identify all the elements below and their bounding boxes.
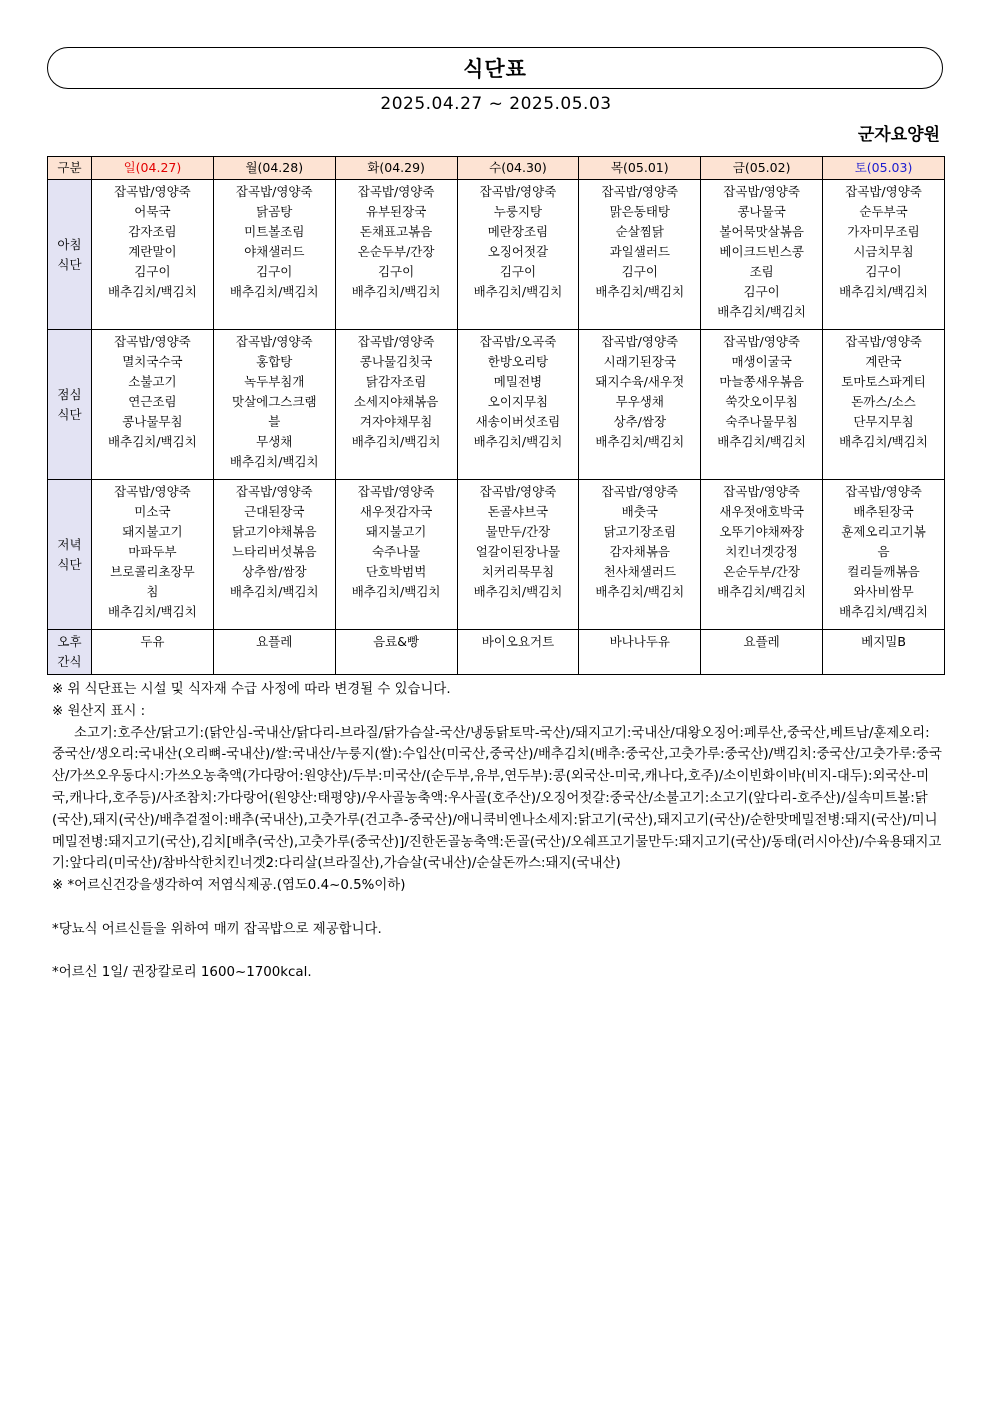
menu-item: 치커리묵무침 (481, 564, 555, 579)
menu-item: 온순두부/간장 (357, 244, 435, 259)
menu-item: 연근조림 (128, 394, 177, 409)
menu-item: 메란장조림 (487, 224, 549, 239)
menu-cell (457, 180, 579, 330)
menu-cell (701, 480, 823, 630)
menu-item: 감자조림 (128, 224, 177, 239)
menu-item: 배추김치/백김치 (229, 584, 319, 599)
menu-item: 새우젓감자국 (359, 504, 433, 519)
menu-item: 김구이 (134, 264, 171, 279)
menu-item: 배추김치/백김치 (473, 284, 563, 299)
menu-item: 얼갈이된장나물 (475, 544, 561, 559)
menu-item: 무생채 (256, 434, 293, 449)
date-range: 2025.04.27 ~ 2025.05.03 (380, 94, 612, 114)
menu-item: 새우젓애호박국 (719, 504, 804, 519)
menu-item: 유부된장국 (365, 204, 427, 219)
day-header: 금(05.02) (701, 157, 823, 180)
origin-details: 소고기:호주산/닭고기:(닭안심-국내산/닭다리-브라질/닭가슴살-국산/냉동닭토막-국산)/돼지고기:국내산/대왕오징어:페루산,중국산,베트남/훈제오리:중국산/생오리:국내산(오리뼈-국내산)/쌀:국내산/누룽지(쌀):수입산(미국산,중국산)/배추김치(배추:중국산,고춧가루:중국산)/백김치:중국산/고춧가루:중국산/가쓰오우동다시:가쓰오농축액(가다랑어:원양산)/두부:미국산/(순두부,유부,연두부):콩(외국산-미국,캐나다,호주)/소이빈화이바(비지-대두):외국산-미국,캐나다,호주등)/사조참치:가다랑어(원양산:태평양)/우사골농축액:우사골(호주산)/오징어젓갈:중국산/소불고기:소고기(앞다리-호주산)/실속미트볼:닭(국산),돼지(국산)/배추겉절이:배추(국내산),고춧가루(건고추-중국산)/애니쿡비엔나소세지:닭고기(국산),돼지고기(국산)/순한맛메밀전병:돼지(국산)/미니메밀전병:돼지고기(국산),김치[배추(국산),고춧가루(중국산)]/진한돈골농축액:돈골(국산)/오쉐프고기물만두:돼지고기(국산)/동태(러시아산)/수육용돼지고기:앞다리(미국산)/참바삭한치킨너겟2:다리살(브라질산),가슴살(국내산)/순살돈까스:돼지(국내산) (52, 725, 942, 872)
menu-item: 메밀전병 (493, 374, 543, 389)
menu-item: 잡곡밥/영양죽 (845, 184, 922, 199)
menu-item: 배추된장국 (853, 504, 914, 519)
menu-item: 배추김치/백김치 (108, 284, 197, 299)
menu-item: 배추김치/백김치 (595, 584, 685, 599)
breakfast-row (48, 180, 945, 330)
page-title: 식단표 (463, 57, 527, 81)
menu-item: 베이크드빈스콩 (719, 244, 804, 259)
meal-label (48, 330, 92, 480)
menu-cell (335, 630, 457, 675)
table-header-row (48, 157, 945, 180)
meal-label (48, 630, 92, 675)
menu-item: 잡곡밥/영양죽 (845, 334, 922, 349)
meal-label-line: 식단 (57, 406, 82, 422)
menu-item: 토마토스파게티 (841, 374, 926, 389)
menu-item: 배추김치/백김치 (351, 584, 441, 599)
menu-item: 배추김치/백김치 (108, 604, 197, 619)
menu-item: 잡곡밥/영양죽 (114, 334, 191, 349)
snack-row (48, 630, 945, 675)
day-header: 일(04.27) (92, 157, 214, 180)
menu-item: 콩나물국 (737, 204, 786, 219)
meal-label-line: 간식 (57, 654, 82, 669)
menu-item: 단무지무침 (853, 414, 914, 429)
menu-item: 상추쌈/쌈장 (241, 564, 307, 579)
menu-item: 콩나물무침 (122, 414, 183, 429)
notice-diabetic: *당뇨식 어르신들을 위하여 매끼 잡곡밥으로 제공합니다. (52, 921, 382, 937)
menu-title (47, 47, 943, 89)
meal-label-line: 식단 (57, 556, 82, 572)
menu-item: 시래기된장국 (603, 354, 677, 369)
menu-cell (457, 330, 579, 480)
menu-cell (92, 480, 214, 630)
menu-table (47, 156, 945, 675)
menu-item: 요플레 (743, 634, 780, 649)
menu-item: 배춧국 (621, 504, 658, 519)
day-header: 토(05.03) (823, 157, 945, 180)
menu-item: 닭감자조림 (365, 374, 427, 389)
menu-item: 물만두/간장 (485, 524, 551, 539)
menu-item: 김구이 (377, 264, 415, 279)
menu-item: 두유 (140, 634, 165, 649)
menu-item: 맑은동태탕 (609, 204, 670, 219)
menu-item: 브로콜리초장무 (110, 564, 195, 579)
menu-item: 멸치국수국 (122, 354, 183, 369)
menu-cell (823, 630, 945, 675)
meal-label-line: 식단 (57, 256, 82, 272)
menu-item: 느타리버섯볶음 (232, 544, 317, 559)
meal-label-line: 아침 (57, 236, 82, 252)
menu-item: 돼지수육/새우젓 (595, 374, 685, 389)
meal-label-line: 오후 (57, 634, 82, 649)
menu-cell (213, 330, 335, 480)
menu-item: 요플레 (256, 634, 293, 649)
menu-cell (213, 630, 335, 675)
menu-cell (579, 630, 701, 675)
menu-item: 숙주나물무침 (725, 414, 798, 429)
menu-cell (92, 630, 214, 675)
menu-item: 잡곡밥/영양죽 (114, 184, 191, 199)
menu-item: 감자채볶음 (609, 544, 670, 559)
menu-item: 상추/쌈장 (613, 414, 667, 429)
menu-item: 맛살에그스크램 (232, 394, 317, 409)
menu-item: 가자미무조림 (847, 224, 920, 239)
menu-cell (335, 330, 457, 480)
menu-cell (335, 180, 457, 330)
menu-item: 잡곡밥/영양죽 (357, 184, 435, 199)
menu-item: 잡곡밥/오곡죽 (479, 334, 557, 349)
menu-item: 배추김치/백김치 (351, 284, 441, 299)
menu-item: 오이지무침 (487, 394, 549, 409)
menu-item: 돈까스/소스 (851, 394, 916, 409)
menu-item: 잡곡밥/영양죽 (479, 184, 557, 199)
menu-item: 잡곡밥/영양죽 (601, 184, 679, 199)
menu-cell (579, 330, 701, 480)
notice-origin-heading: ※ 원산지 표시 : (52, 703, 146, 719)
menu-item: 바이오요거트 (481, 634, 555, 649)
menu-cell (701, 630, 823, 675)
menu-cell (823, 330, 945, 480)
day-header: 화(04.29) (335, 157, 457, 180)
menu-item: 배추김치/백김치 (473, 434, 563, 449)
menu-cell (213, 480, 335, 630)
menu-item: 홍합탕 (256, 354, 293, 369)
menu-item: 녹두부침개 (244, 374, 305, 389)
menu-item: 온순두부/간장 (723, 564, 800, 579)
menu-item: 미트볼조림 (244, 224, 305, 239)
menu-item: 김구이 (499, 264, 537, 279)
menu-item: 잡곡밥/영양죽 (723, 184, 800, 199)
menu-item: 김구이 (865, 264, 902, 279)
menu-item: 매생이굴국 (731, 354, 792, 369)
menu-item: 돼지불고기 (365, 524, 427, 539)
menu-item: 닭고기야채볶음 (232, 524, 317, 539)
menu-item: 근대된장국 (244, 504, 305, 519)
menu-item: 새송이버섯조림 (475, 414, 561, 429)
menu-item: 야채샐러드 (244, 244, 305, 259)
menu-cell (579, 480, 701, 630)
menu-item: 잡곡밥/영양죽 (235, 184, 313, 199)
menu-item: 배추김치/백김치 (229, 284, 319, 299)
menu-cell (823, 480, 945, 630)
menu-item: 오뚜기야채짜장 (719, 524, 804, 539)
menu-item: 닭곰탕 (256, 204, 293, 219)
lunch-row (48, 330, 945, 480)
menu-item: 잡곡밥/영양죽 (114, 484, 191, 499)
menu-item: 닭고기장조림 (603, 524, 677, 539)
menu-cell (701, 180, 823, 330)
day-header: 수(04.30) (457, 157, 579, 180)
menu-item: 음 (877, 544, 890, 559)
menu-cell (579, 180, 701, 330)
menu-cell (823, 180, 945, 330)
menu-item: 계란말이 (128, 244, 177, 259)
menu-item: 배추김치/백김치 (473, 584, 563, 599)
menu-item: 블 (268, 414, 281, 429)
menu-item: 한방오리탕 (487, 354, 549, 369)
menu-item: 베지밀B (861, 634, 906, 649)
menu-item: 겨자야채무침 (359, 414, 433, 429)
menu-item: 김구이 (256, 264, 293, 279)
menu-item: 잡곡밥/영양죽 (479, 484, 557, 499)
menu-item: 잡곡밥/영양죽 (601, 334, 679, 349)
menu-item: 쑥갓오이무침 (725, 394, 798, 409)
menu-item: 배추김치/백김치 (839, 604, 928, 619)
menu-item: 어묵국 (134, 204, 171, 219)
menu-cell (92, 180, 214, 330)
menu-item: 잡곡밥/영양죽 (723, 484, 800, 499)
menu-item: 잡곡밥/영양죽 (235, 334, 313, 349)
menu-item: 와사비쌈무 (853, 584, 914, 599)
menu-item: 배추김치/백김치 (595, 434, 685, 449)
menu-item: 배추김치/백김치 (839, 284, 928, 299)
menu-item: 치킨너겟강정 (725, 544, 798, 559)
menu-item: 잡곡밥/영양죽 (357, 334, 435, 349)
meal-label-line: 저녁 (57, 536, 82, 552)
menu-item: 소세지야채볶음 (353, 394, 439, 409)
menu-item: 콩나물김칫국 (359, 354, 433, 369)
menu-item: 조림 (749, 264, 774, 279)
menu-item: 돈골샤브국 (487, 504, 549, 519)
menu-item: 돼지불고기 (122, 524, 183, 539)
menu-item: 김구이 (743, 284, 780, 299)
facility-name: 군자요양원 (857, 125, 940, 145)
notice-change: ※ 위 식단표는 시설 및 식자재 수급 사정에 따라 변경될 수 있습니다. (52, 682, 451, 697)
menu-item: 숙주나물 (371, 544, 421, 559)
meal-label (48, 480, 92, 630)
menu-item: 마파두부 (128, 544, 177, 559)
menu-item: 배추김치/백김치 (108, 434, 197, 449)
menu-item: 천사채샐러드 (603, 564, 677, 579)
menu-cell (701, 330, 823, 480)
menu-item: 소불고기 (128, 374, 177, 389)
menu-item: 잡곡밥/영양죽 (845, 484, 922, 499)
menu-item: 배추김치/백김치 (351, 434, 441, 449)
menu-item: 잡곡밥/영양죽 (357, 484, 435, 499)
menu-item: 단호박범벅 (365, 564, 427, 579)
notice-low-salt: ※ *어르신건강을생각하여 저염식제공.(염도0.4~0.5%이하) (52, 878, 406, 894)
menu-cell (92, 330, 214, 480)
menu-item: 컬리들깨볶음 (847, 564, 920, 579)
menu-item: 훈제오리고기볶 (841, 524, 926, 539)
notes (52, 679, 942, 984)
menu-item: 배추김치/백김치 (717, 434, 807, 449)
menu-item: 침 (146, 584, 159, 599)
menu-item: 순두부국 (859, 204, 908, 219)
menu-item: 마늘쫑새우볶음 (719, 374, 804, 389)
menu-item: 무우생채 (615, 394, 664, 409)
menu-item: 돈채표고볶음 (359, 224, 433, 239)
meal-label (48, 180, 92, 330)
menu-cell (213, 180, 335, 330)
day-header: 목(05.01) (579, 157, 701, 180)
menu-item: 잡곡밥/영양죽 (601, 484, 679, 499)
menu-item: 시금치무침 (853, 244, 914, 259)
menu-item: 음료&빵 (373, 634, 420, 649)
menu-item: 순살찜닭 (615, 224, 664, 239)
menu-item: 김구이 (621, 264, 658, 279)
menu-item: 배추김치/백김치 (595, 284, 685, 299)
menu-item: 배추김치/백김치 (717, 304, 807, 319)
menu-item: 누룽지탕 (493, 204, 543, 219)
menu-item: 잡곡밥/영양죽 (723, 334, 800, 349)
menu-item: 계란국 (865, 354, 902, 369)
menu-item: 과일샐러드 (609, 244, 670, 259)
menu-item: 미소국 (134, 504, 171, 519)
menu-item: 잡곡밥/영양죽 (235, 484, 313, 499)
menu-item: 바나나두유 (609, 634, 670, 649)
day-header: 월(04.28) (213, 157, 335, 180)
meal-label-line: 점심 (57, 386, 82, 402)
dinner-row (48, 480, 945, 630)
menu-item: 배추김치/백김치 (717, 584, 807, 599)
menu-item: 오징어젓갈 (487, 244, 549, 259)
menu-cell (457, 480, 579, 630)
menu-cell (457, 630, 579, 675)
corner-cell: 구분 (48, 157, 92, 180)
notice-calories: *어르신 1일/ 권장칼로리 1600~1700kcal. (52, 965, 312, 981)
menu-cell (335, 480, 457, 630)
menu-item: 볼어묵맛살볶음 (719, 224, 804, 239)
menu-item: 배추김치/백김치 (839, 434, 928, 449)
menu-item: 배추김치/백김치 (229, 454, 319, 469)
